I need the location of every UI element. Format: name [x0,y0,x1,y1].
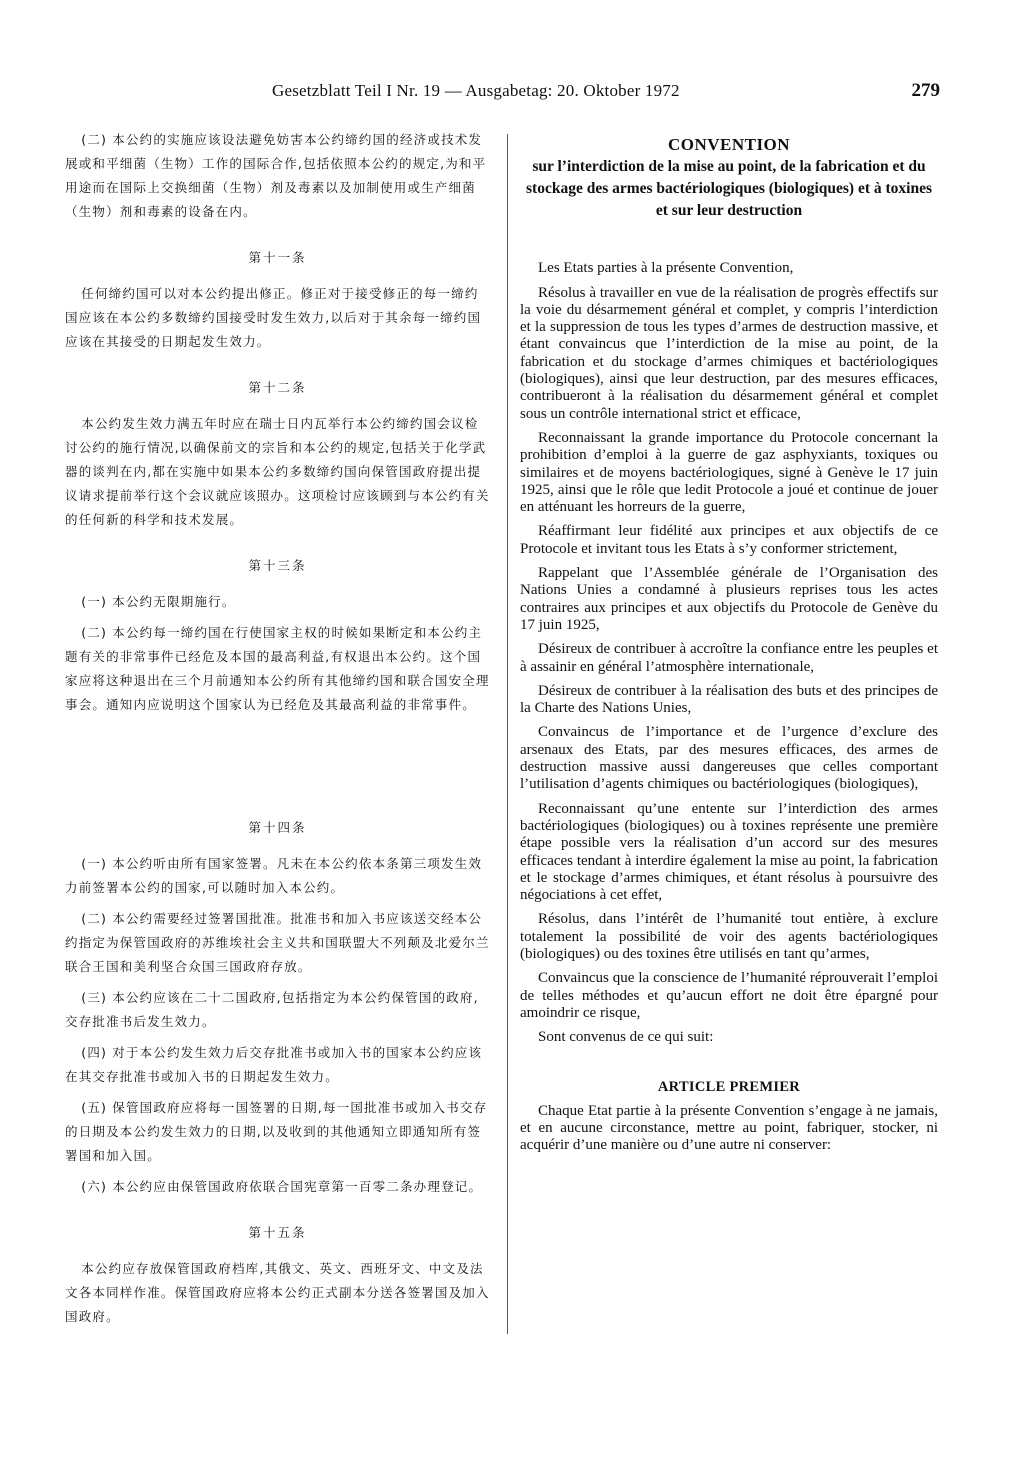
preamble-paragraph-3: Reconnaissant la grande importance du Protocole concernant la prohibition d’emploi à la guerre de gaz asphyxiants, toxiques ou similaires et de moyens bactériologiques, signé à Genève le 17 juin 1925, ainsi que le rôle que ledit Protocole a joué et continue de jouer en atténuant les horreurs de la guerre, [520,429,938,516]
article-12-paragraph: 本公约发生效力满五年时应在瑞士日内瓦举行本公约缔约国会议检讨公约的施行情况,以确保前文的宗旨和本公约的规定,包括关于化学武器的谈判在内,都在实施中如果本公约多数缔约国向保管国政府提出提议请求提前举行这个会议就应该照办。这项检讨应该顾到与本公约有关的任何新的科学和技术发展。 [65,416,490,527]
article-12-heading: 第十二条 [248,380,307,395]
page-number: 279 [911,80,940,101]
column-divider [507,134,508,1334]
article-13-paragraph-1: (一) 本公约无限期施行。 [81,594,236,609]
article-11-heading: 第十一条 [248,250,307,265]
preamble-paragraph-12: Sont convenus de ce qui suit: [538,1029,714,1046]
convention-subtitle: sur l’interdiction de la mise au point, de la fabrication et du stockage des armes bactériologiques (biologiques) et à toxines et sur leur destruction [526,158,932,220]
preamble-paragraph-9: Reconnaissant qu’une entente sur l’interdiction des armes bactériologiques (biologiques) ou à toxines représente une première étape possible vers la réalisation d’un accord sur des mesures efficaces tendant à interdire également la mise au point, la fabrication et le stockage d’armes chimiques, et étant résolus à poursuivre des négociations à cet effet, [520,800,938,904]
preamble-paragraph-5: Rappelant que l’Assemblée générale de l’Organisation des Nations Unies a condamné à plusieurs reprises tous les actes contraires aux principes et aux objectifs du Protocole de Genève du 17 juin 1925, [520,565,938,633]
article-premier-heading: ARTICLE PREMIER [657,1079,801,1096]
preamble-paragraph-1: Les Etats parties à la présente Convention, [538,260,794,277]
preamble-paragraph-2: Résolus à travailler en vue de la réalisation de progrès effectifs sur la voie du désarmement général et complet, y compris l’interdiction et la suppression de tous les types d’armes de destruction massive, et étant convaincus que l’interdiction de la mise au point, de la fabrication et du stockage d’armes chimiques et bactériologiques (biologiques), ainsi que leur destruction, par des mesures efficaces, contribueront à la réalisation du désarmement général et complet sous un contrôle international strict et efficace, [520,284,938,422]
article-14-paragraph-4: (四) 对于本公约发生效力后交存批准书或加入书的国家本公约应该在其交存批准书或加入书的日期起发生效力。 [65,1045,483,1084]
chinese-text-column [65,128,490,1336]
gazette-title: Gesetzblatt Teil I Nr. 19 — Ausgabetag: 20. Oktober 1972 [272,81,680,100]
article-14-paragraph-3: (三) 本公约应该在二十二国政府,包括指定为本公约保管国的政府,交存批准书后发生效力。 [65,990,479,1029]
preamble-paragraph-8: Convaincus de l’importance et de l’urgence d’exclure des arsenaux des Etats, par des mesures efficaces, des armes de destruction massive aussi dangereuses que celles comportant l’utilisation d’agents chimiques ou bactériologiques (biologiques), [520,724,938,793]
article-14-heading: 第十四条 [248,820,307,835]
article-10-paragraph-2: (二) 本公约的实施应该设法避免妨害本公约缔约国的经济或技术发展或和平细菌（生物）工作的国际合作,包括依照本公约的规定,为和平用途而在国际上交换细菌（生物）剂及毒素以及加制使用或生产细菌（生物）剂和毒素的设备在内。 [65,132,487,219]
preamble-paragraph-11: Convaincus que la conscience de l’humanité réprouverait l’emploi de telles méthodes et qu’aucun effort ne doit être épargné pour amoindrir ce risque, [520,970,938,1021]
article-11-paragraph: 任何缔约国可以对本公约提出修正。修正对于接受修正的每一缔约国应该在本公约多数缔约国接受时发生效力,以后对于其余每一缔约国应该在其接受的日期起发生效力。 [65,286,482,349]
preamble-paragraph-4: Réaffirmant leur fidélité aux principes et aux objectifs de ce Protocole et invitant tous les Etats à s’y conformer strictement, [520,523,938,557]
preamble-paragraph-6: Désireux de contribuer à accroître la confiance entre les peuples et à assainir en général l’atmosphère internationale, [520,641,938,675]
article-15-paragraph: 本公约应存放保管国政府档库,其俄文、英文、西班牙文、中文及法文各本同样作准。保管国政府应将本公约正式副本分送各签署国及加入国政府。 [65,1261,490,1324]
article-14-paragraph-1: (一) 本公约听由所有国家签署。凡未在本公约依本条第三项发生效力前签署本公约的国家,可以随时加入本公约。 [65,856,483,895]
article-13-paragraph-2: (二) 本公约每一缔约国在行使国家主权的时候如果断定和本公约主题有关的非常事件已经危及本国的最高利益,有权退出本公约。这个国家应将这种退出在三个月前通知本公约所有其他缔约国和联合国安全理事会。通知内应说明这个国家认为已经危及其最高利益的非常事件。 [65,625,490,712]
article-14-paragraph-2: (二) 本公约需要经过签署国批准。批准书和加入书应该送交经本公约指定为保管国政府的苏维埃社会主义共和国联盟大不列颠及北爱尔兰联合王国和美利坚合众国三国政府存放。 [65,911,490,974]
convention-title: CONVENTION [667,135,791,154]
article-14-paragraph-5: (五) 保管国政府应将每一国签署的日期,每一国批准书或加入书交存的日期及本公约发生效力的日期,以及收到的其他通知立即通知所有签署国和加入国。 [65,1100,488,1163]
preamble-paragraph-7: Désireux de contribuer à la réalisation des buts et des principes de la Charte des Nations Unies, [520,682,938,717]
article-premier-paragraph: Chaque Etat partie à la présente Convention s’engage à ne jamais, et en aucune circonstance, mettre au point, fabriquer, stocker, ni acquérir d’une manière ou d’une autre ni conserver: [520,1102,938,1154]
page-header [60,81,940,109]
article-15-heading: 第十五条 [248,1225,307,1240]
article-14-paragraph-6: (六) 本公约应由保管国政府依联合国宪章第一百零二条办理登记。 [81,1179,483,1194]
article-13-heading: 第十三条 [248,558,307,573]
blank-space [65,724,490,794]
preamble-paragraph-10: Résolus, dans l’intérêt de l’humanité tout entière, à exclure totalement la possibilité de voir des agents bactériologiques (biologiques) ou des toxines être utilisés en tant qu’armes, [520,911,938,962]
french-text-column [520,136,938,1162]
